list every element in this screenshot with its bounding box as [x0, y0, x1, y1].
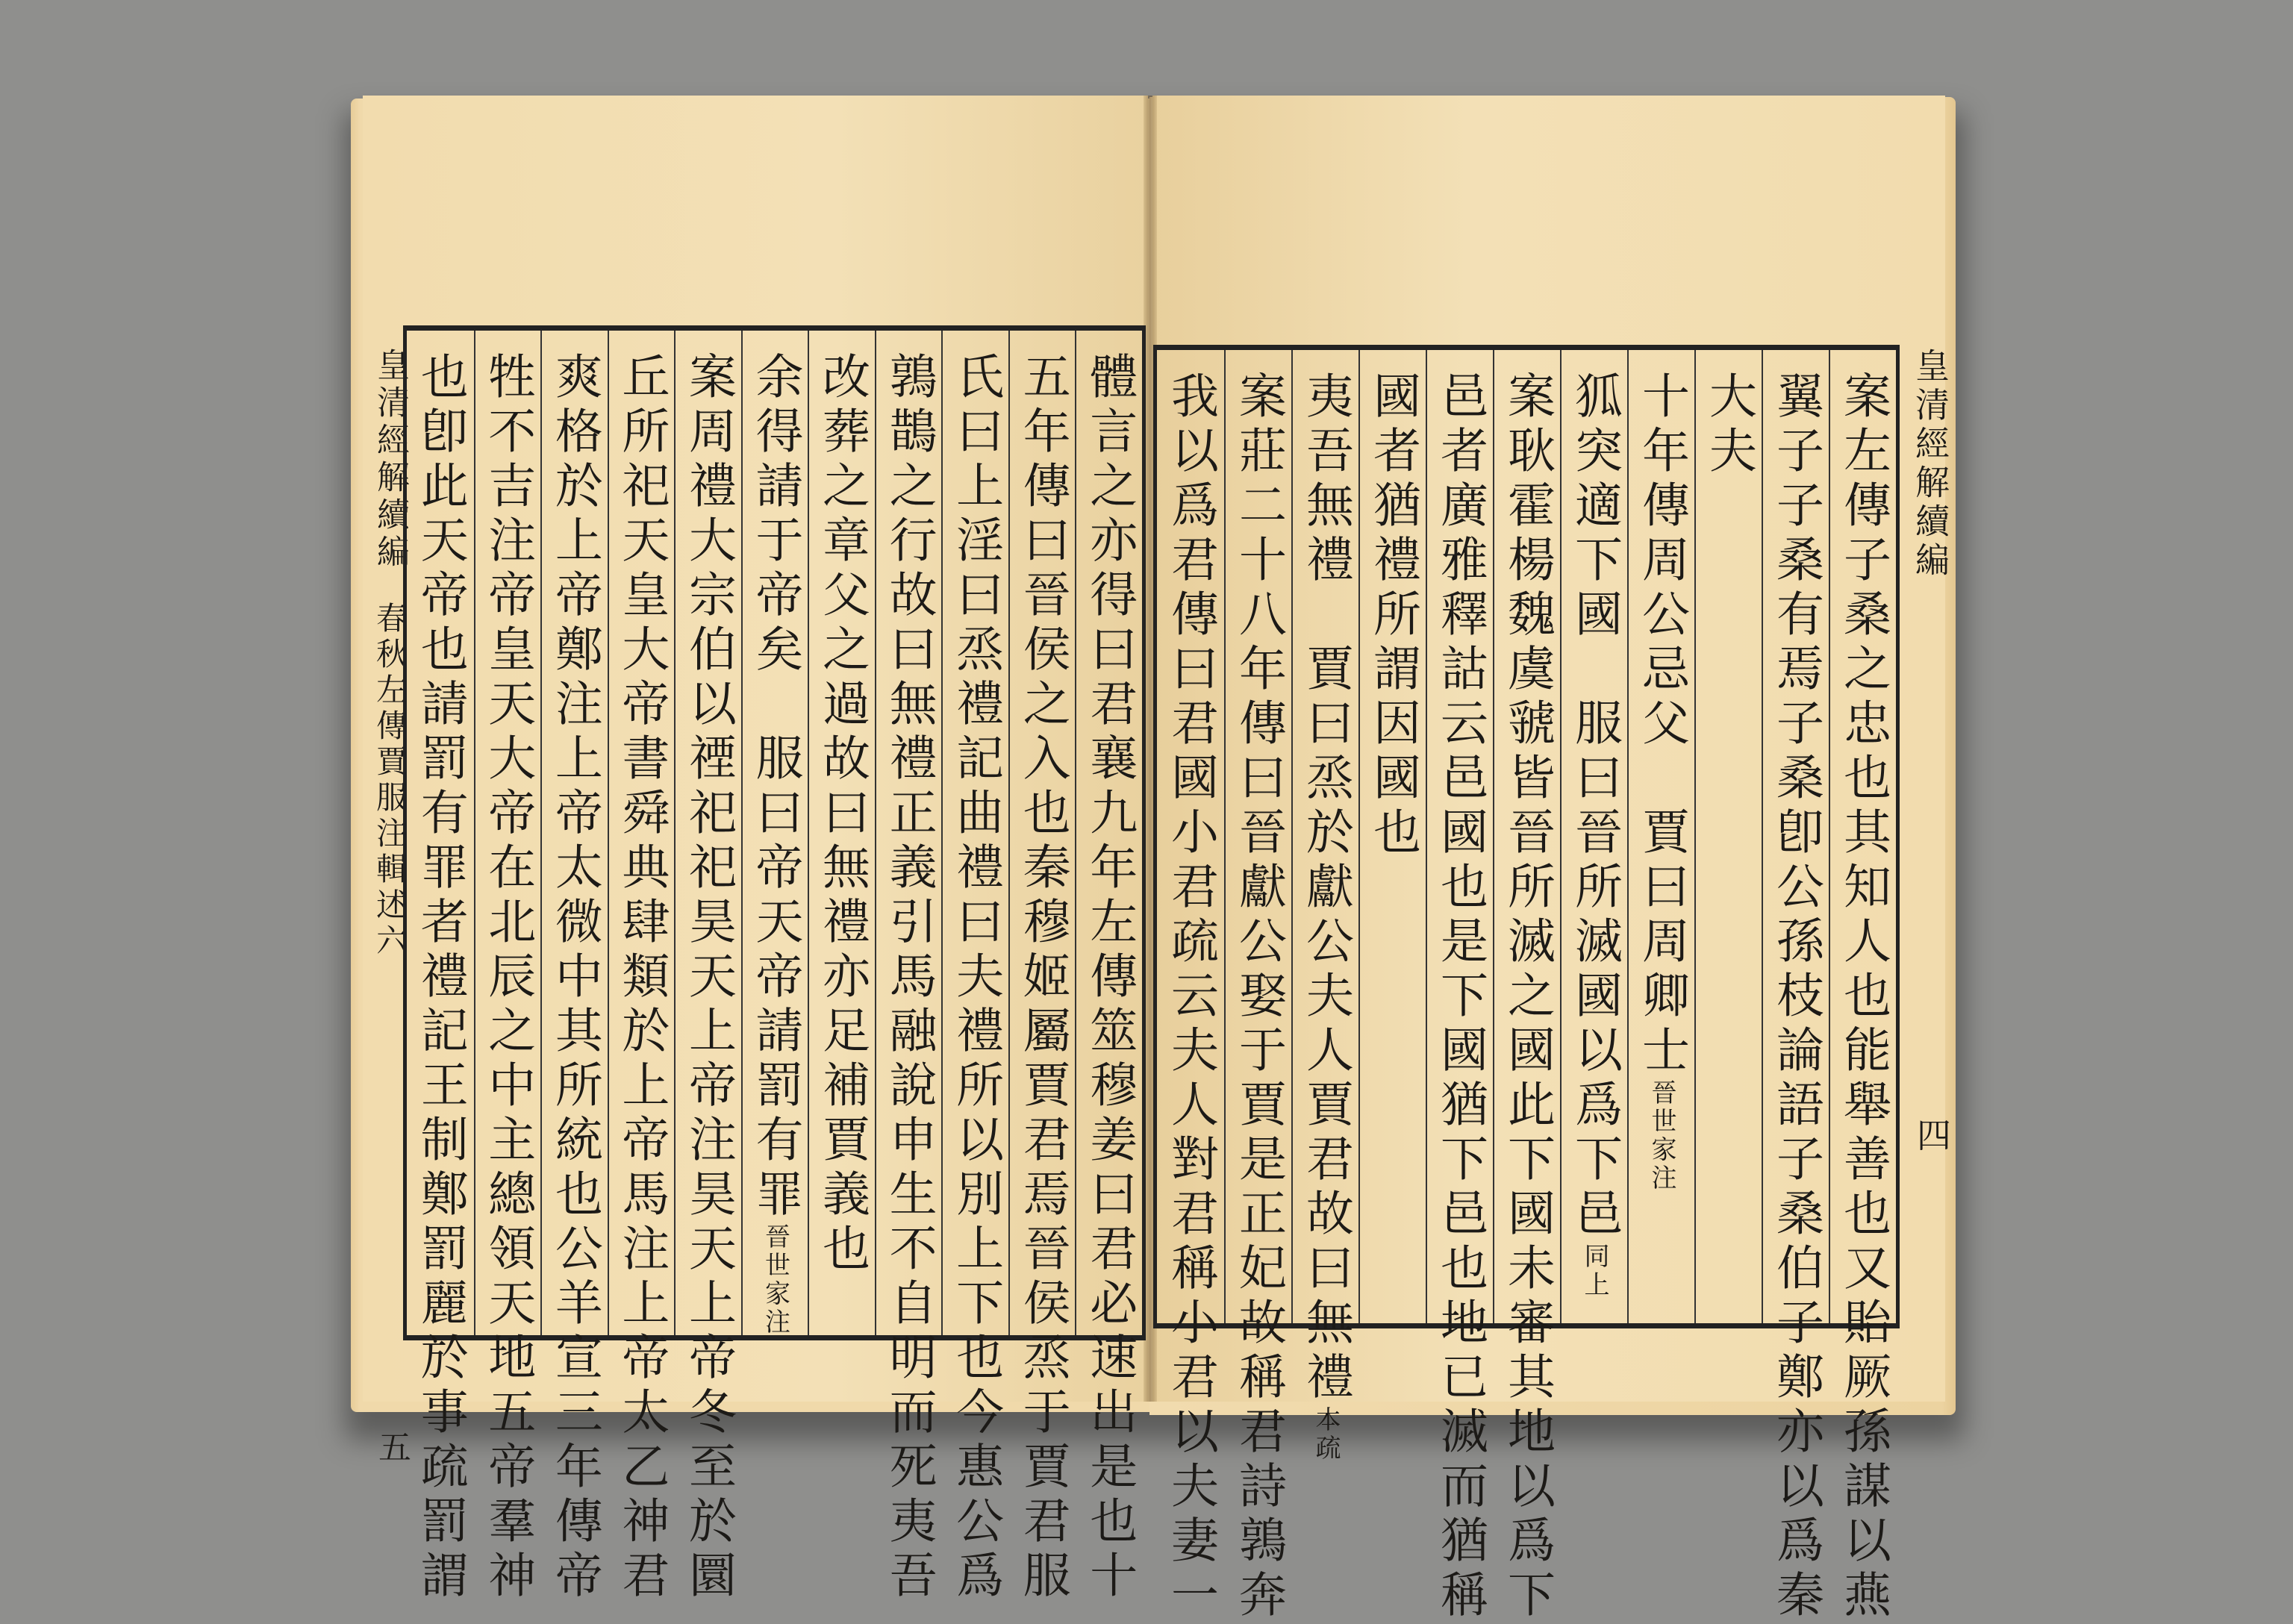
bleed-through — [624, 155, 688, 207]
column-text: 案周禮大宗伯以禋祀祀昊天上帝注昊天上帝冬至於圜 — [680, 352, 736, 1605]
text-column — [941, 331, 1008, 1605]
text-column — [1224, 350, 1291, 1624]
text-column — [1075, 331, 1142, 1605]
text-column — [1358, 350, 1426, 1323]
text-column — [540, 331, 608, 1605]
column-text: 十年傳周公忌父 賈曰周卿士晉世家注 — [1634, 371, 1689, 1193]
column-text: 狐突適下國 服曰晉所滅國以爲下邑同上 — [1567, 371, 1622, 1299]
text-column — [1493, 350, 1560, 1624]
column-text: 余得請于帝矣 服曰帝天帝請罰有罪晉世家注 — [747, 352, 803, 1337]
column-text: 體言之亦得曰君襄九年左傳筮穆姜曰君必速出是也十 — [1082, 352, 1138, 1605]
column-text: 牲不吉注帝皇天大帝在北辰之中主總領天地五帝羣神 — [480, 352, 536, 1605]
left-margin-strip — [363, 325, 411, 1463]
interlinear-note: 本疏 — [1311, 1406, 1341, 1463]
right-folio: 四 — [1912, 1117, 1952, 1152]
text-column — [608, 331, 675, 1605]
column-text: 夷吾無禮 賈曰烝於獻公夫人賈君故曰無禮本疏 — [1298, 371, 1353, 1463]
right-text-block — [1153, 345, 1900, 1624]
column-text: 氏曰上淫曰烝禮記曲禮曰夫禮所以別上下也今惠公爲 — [948, 352, 1004, 1605]
column-text: 五年傳曰晉侯之入也秦穆姬屬賈君焉晉侯烝于賈君服 — [1014, 352, 1070, 1605]
interlinear-note: 同上 — [1579, 1243, 1609, 1299]
column-text: 案左傳子桑之忠也其知人也能舉善也又貽厥孫謀以燕 — [1835, 371, 1891, 1624]
text-column — [1627, 350, 1694, 1323]
right-margin-title: 皇清經解續編 — [1910, 348, 1950, 581]
text-column — [1426, 350, 1493, 1624]
text-column — [1291, 350, 1358, 1463]
text-column — [1560, 350, 1627, 1323]
column-text: 也卽此天帝也請罰有罪者禮記王制鄭罰麗於事疏罰謂 — [412, 352, 468, 1605]
text-column — [808, 331, 875, 1335]
text-column — [1694, 350, 1762, 1323]
text-column — [875, 331, 942, 1605]
left-text-block — [403, 325, 1146, 1605]
column-text: 大夫 — [1701, 371, 1756, 480]
column-text: 邑者廣雅釋詁云邑國也是下國猶下邑也地已滅而猶稱 — [1432, 371, 1488, 1624]
interlinear-note: 晉世家注 — [1647, 1079, 1676, 1193]
column-text: 國者猶禮所謂因國也 — [1365, 371, 1420, 861]
column-text: 案莊二十八年傳曰晉獻公娶于賈是正妃故稱君詩鶉奔 — [1231, 371, 1286, 1624]
left-folio: 五 — [372, 1430, 411, 1463]
text-column — [1157, 350, 1224, 1624]
column-text: 鶉鵲之行故曰無禮正義引馬融說申生不自明而死夷吾 — [881, 352, 937, 1605]
collection-title: 皇清經解續編 — [371, 348, 409, 572]
text-column — [407, 331, 474, 1605]
text-column — [1829, 350, 1896, 1624]
column-text: 翼子子桑有焉子桑卽公孫枝論語子桑伯子鄭亦以爲秦 — [1768, 371, 1824, 1624]
text-column — [741, 331, 808, 1335]
text-column — [474, 331, 541, 1605]
column-text: 我以爲君傳曰君國小君疏云夫人對君稱小君以夫妻一 — [1163, 371, 1218, 1624]
column-text: 改葬之章父之過故曰無禮亦足補賈義也 — [814, 352, 870, 1278]
text-column — [1008, 331, 1076, 1605]
volume-title: 春秋左傳賈服注輯述六 — [372, 602, 408, 960]
column-text: 丘所祀天皇大帝書舜典肆類於上帝馬注上帝太乙神君 — [614, 352, 670, 1605]
text-column — [674, 331, 741, 1605]
column-text: 爽格於上帝鄭注上帝太微中其所統也公羊宣三年傳帝 — [546, 352, 602, 1605]
column-text: 案耿霍楊魏虞虢皆晉所滅之國此下國未審其地以爲下 — [1500, 371, 1555, 1624]
text-column — [1762, 350, 1829, 1624]
right-margin-strip — [1900, 345, 1952, 1328]
interlinear-note: 晉世家注 — [760, 1223, 790, 1337]
